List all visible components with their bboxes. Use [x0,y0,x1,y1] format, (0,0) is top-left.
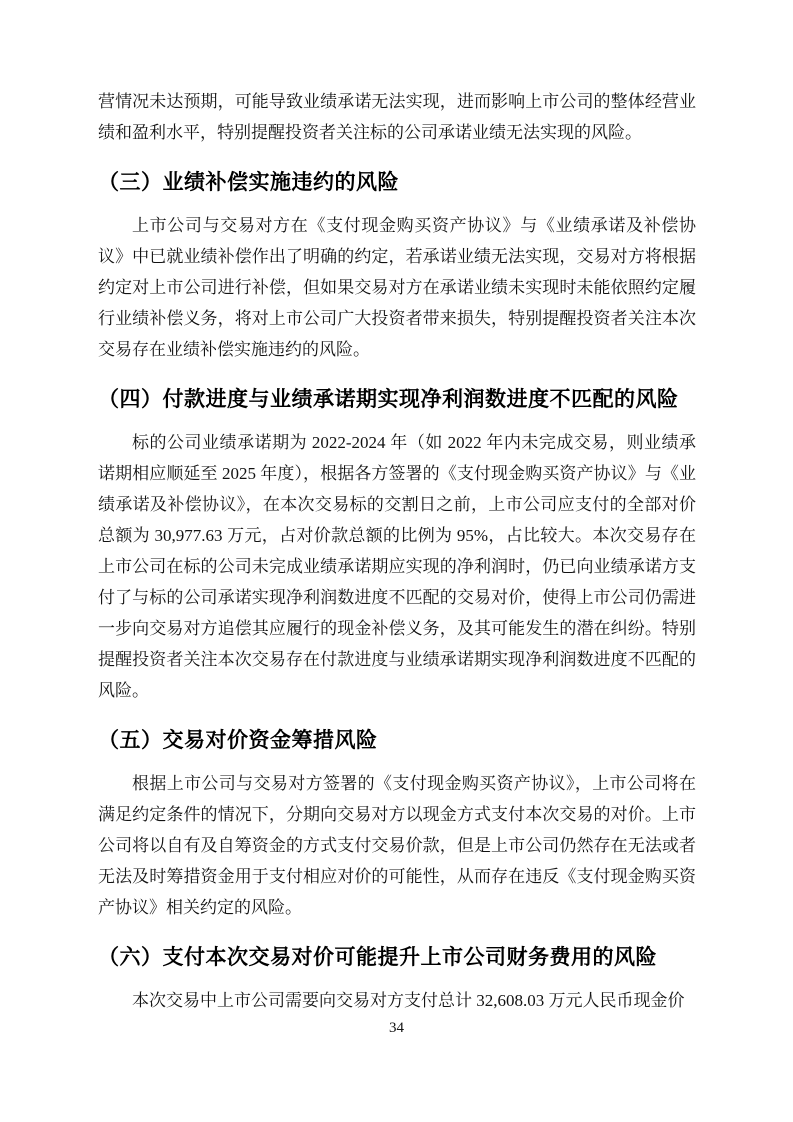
paragraph-funding-risk: 根据上市公司与交易对方签署的《支付现金购买资产协议》，上市公司将在满足约定条件的情况下，分期向交易对方以现金方式支付本次交易的对价。上市公司将以自有及自筹资金的方式支付交易价款，但是上市公司仍然存在无法或者无法及时筹措资金用于支付相应对价的可能性，从而存在违反《支付现金购买资产协议》相关约定的风险。 [98,774,696,917]
paragraph-compensation-breach-risk: 上市公司与交易对方在《支付现金购买资产协议》与《业绩承诺及补偿协议》中已就业绩补偿作出了明确的约定，若承诺业绩无法实现，交易对方将根据约定对上市公司进行补偿，但如果交易对方在承诺业绩未实现时未能依照约定履行业绩补偿义务，将对上市公司广大投资者带来损失，特别提醒投资者关注本次交易存在业绩补偿实施违约的风险。 [98,216,696,359]
page-number: 34 [389,1020,404,1036]
paragraph-financial-expense-risk: 本次交易中上市公司需要向交易对方支付总计 32,608.03 万元人民币现金价 [132,991,685,1010]
section-heading-3-compensation-breach-risk: （三）业绩补偿实施违约的风险 [98,171,399,194]
section-heading-5-funding-risk: （五）交易对价资金筹措风险 [98,729,378,752]
section-heading-4-payment-schedule-mismatch-risk: （四）付款进度与业绩承诺期实现净利润数进度不匹配的风险 [98,388,679,411]
document-content [98,86,696,1016]
section-heading-6-financial-expense-risk: （六）支付本次交易对价可能提升上市公司财务费用的风险 [98,946,657,969]
paragraph-payment-schedule-mismatch-risk: 标的公司业绩承诺期为 2022-2024 年（如 2022 年内未完成交易，则业绩承诺期相应顺延至 2025 年度），根据各方签署的《支付现金购买资产协议》与《业绩承诺及补偿协议》，在本次交易标的交割日之前，上市公司应支付的全部对价总额为 30,977.63 万元，占对价款总额的比例为 95%，占比较大。本次交易存在上市公司在标的公司未完成业绩承诺期应实现的净利润时，仍已向业绩承诺方支付了与标的公司承诺实现净利润数进度不匹配的交易对价，使得上市公司仍需进一步向交易对方追偿其应履行的现金补偿义务，及其可能发生的潜在纠纷。特别提醒投资者关注本次交易存在付款进度与业绩承诺期实现净利润数进度不匹配的风险。 [98,433,696,700]
paragraph-continuation-performance-risk: 营情况未达预期，可能导致业绩承诺无法实现，进而影响上市公司的整体经营业绩和盈利水平，特别提醒投资者关注标的公司承诺业绩无法实现的风险。 [98,92,696,142]
